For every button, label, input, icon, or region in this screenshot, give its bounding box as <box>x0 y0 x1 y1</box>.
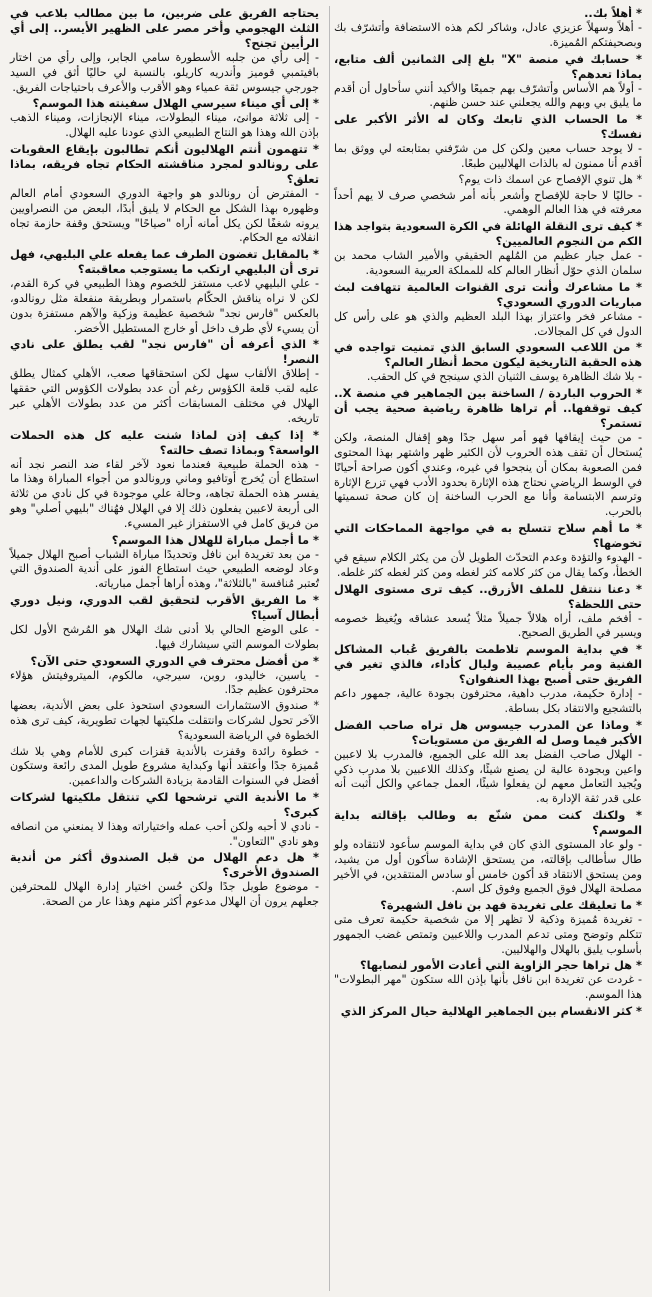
interview-answer: - مشاعر فخر واعتزاز بهذا البلد العظيم والذي هو على رأس كل الدول في كل المجالات. <box>334 309 642 338</box>
interview-question: * ما الفريق الأقرب لتحقيق لقب الدوري، ونيل دوري أبطال آسيا؟ <box>10 592 319 622</box>
interview-answer: - خطوة رائدة وقفزت بالأندية قفزات كبرى للأمام وهي بلا شك مُميزة جدًا وأعتقد أنها وكبداية مشروع طويل المدى رائعة وستكون أفضل في السنوات القادمة بزيادة الشركات والداعمين. <box>10 744 319 788</box>
interview-question: * وماذا عن المدرب جيسوس هل تراه صاحب الفضل الأكبر فيما وصل له الفريق من مستويات؟ <box>334 717 642 747</box>
interview-question: * ما تعليقك على تغريدة فهد بن نافل الشهيرة؟ <box>380 898 642 913</box>
interview-answer: - إلى رأي من جلبه الأسطورة سامي الجابر، وإلى رأي من اختار بافيتمبي قوميز وأندريه كاريلو، بالنسبة لي حاليًا أثق في السيد جورجي جيسوس ثقة عمياء وهو الأقرب والأعرف باحتياجات الفريق. <box>10 51 319 94</box>
interview-question: * ولكنك كنت ممن شنّع به وطالب بإقالته بداية الموسم؟ <box>334 807 642 837</box>
interview-answer: - ولو عاد المستوى الذي كان في بداية الموسم سأعود لانتقاده ولو طال سأطالب بإقالته، من يستحق الإشادة سأكون أول من يشيد، ومن يستحق الانتقاد قد أكون خامس أو سادس المنتقدين، في الأخير مصلحة الهلال فوق الجميع وفوق كل اسم. <box>334 837 642 896</box>
left-column <box>6 6 323 1291</box>
interview-question: يحتاجه الفريق على ضربين، ما بين مطالب بلاعب في الثلث الهجومي وأخر مصر على الظهير الأيسر.. إلى أي الرأيين تجنح؟ <box>10 6 319 50</box>
interview-question: * ما أجمل مباراة للهلال هذا الموسم؟ <box>111 532 319 547</box>
interview-question: * هل دعم الهلال من قبل الصندوق أكثر من أندية الصندوق الأخرى؟ <box>10 850 319 880</box>
interview-answer: - على الوضع الحالي بلا أدنى شك الهلال هو المُرشح الأول لكل بطولات الموسم التي سيشارك فيها. <box>10 622 319 651</box>
interview-answer: * هل تنوي الإفصاح عن اسمك ذات يوم؟ <box>458 172 642 186</box>
interview-question: * الحروب الباردة / الساخنة بين الجماهير في منصة X.. كيف توقفها.. أم تراها ظاهرة رياضية صحية يجب أن تستمر؟ <box>334 386 642 431</box>
interview-question: * أهلاً بك.. <box>584 6 642 20</box>
interview-question: * ما أهم سلاح تتسلح به في مواجهة المماحكات التي تخوضها؟ <box>334 520 642 550</box>
interview-answer: - عمل جبار عظيم من المُلهم الحقيقي والأمير الشاب محمد بن سلمان الذي حوّل أنظار العالم كله للمملكة العربية السعودية. <box>334 249 642 277</box>
interview-question: * إذا كيف إذن لماذا شنت عليه كل هذه الحملات الواسعة؟ وبماذا تصف حالته؟ <box>10 427 319 457</box>
interview-question: * الذي أعرفه أن "فارس نجد" لقب يطلق على نادي النصر! <box>10 337 319 367</box>
interview-answer: - ياسين، خاليدو، روبن، سيرجي، مالكوم، الميتروفيتش هؤلاء محترفون عظيم جدًا. <box>10 668 319 697</box>
interview-answer: - من بعد تغريدة ابن نافل وتحديدًا مباراة الشباب أصبح الهلال جميلاً وعاد لوضعه الطبيعي حيث استطاع الفوز على أندية الصندوق التي تُعتبر مُنافسة "بالثلاثة"، وهذه أراها أجمل مبارياته. <box>10 547 319 591</box>
interview-answer: - هذه الحملة طبيعية فعندما نعود لآخر لقاء ضد النصر نجد أنه استطاع أن يُخرج أوتافيو وماني ورونالدو من أجواء المباراة وهذا ما يفسر هذه الحملة تجاهه، وحالة علي موجودة في كل نادي من ثلاثة الى أربعة لاعبين يفعلون ذلك إلا في الهلال فهُناك "بليهي أصلي" وهو من فريق كامل في الاستفزاز غير المسيء. <box>10 457 319 530</box>
interview-question: * في بداية الموسم تلاطمت بالفريق عُباب المشاكل الفنية ومر بأيام عصيبة وليال كأداء، فالذي تغير في الفريق حتى أصبح بهذا العنفوان؟ <box>334 642 642 687</box>
interview-answer: - أولاً هم الأساس وأتشرّف بهم جميعًا والأكيد أنني سأحاول أن أقدم ما يليق بي وبهم والله يجعلني عند حسن ظنهم. <box>334 81 642 110</box>
interview-question: * كثر الانقسام بين الجماهير الهلالية حيال المركز الذي <box>340 1004 642 1019</box>
interview-answer: - غردت عن تغريدة ابن نافل بأنها بإذن الله ستكون "مهر البطولات" هذا الموسم. <box>334 973 642 1002</box>
interview-question: * من اللاعب السعودي السابق الذي تمنيت تواجده في هذه الحقبة التاريخية ليكون محط أنظار العالم؟ <box>334 340 642 370</box>
interview-answer: - الهدوء والتؤدة وعدم التحدّث الطويل لأن من يكثر الكلام سيقع في الخطأ، وكما يقال من كثر كلامه كثر لغطه ومن كثر لغطه كثر غلطه. <box>334 550 642 579</box>
interview-answer: - المفترض أن رونالدو هو واجهة الدوري السعودي أمام العالم وظهوره بهذا الشكل مع الحكام لا يليق أبدًا، البعض من النصراويين يرونه شغفًا لكن يكل أمانه أراه "صياحًا" ويستحق وقفة حازمة تجاه انفلاته مع الحكام. <box>10 186 319 245</box>
interview-answer: - حاليًا لا حاجة للإفصاح وأشعر بأنه أمر شخصي صرف لا يهم أحداً معرفته في هذا العالم الوهمي. <box>334 188 642 217</box>
interview-answer: - إلى ثلاثة موانئ، ميناء البطولات، ميناء الإنجازات، وميناء الذهب بإذن الله وهذا هو النتاج الطبيعي الذي عودنا عليه الهلال. <box>10 111 319 140</box>
interview-question: * هل تراها حجر الزاوية التي أعادت الأمور لنصابها؟ <box>360 958 642 973</box>
interview-answer: - تغريدة مُميزة وذكية لا تظهر إلا من شخصية حكيمة تعرف متى تتكلم وتوضح ومتى تدعم المدرب واللاعبين وتمتص غضب الجمهور بأسلوب يليق بالهلال والهلاليين. <box>334 913 642 956</box>
interview-answer: - أفخم ملف، أراه هلالاً جميلاً مثلاً يُسعد عشاقه ويُغيظ خصومه ويسير في الطريق الصحيح. <box>334 611 642 640</box>
interview-question: * إلى أي ميناء سيرسي الهلال سفينته هذا الموسم؟ <box>32 96 319 111</box>
interview-question: * ما الحساب الذي تابعك وكان له الأثر الأكبر على نفسك؟ <box>334 112 642 142</box>
interview-question: * ما الأندية التي ترشحها لكي تنتقل ملكيتها لشركات كبرى؟ <box>10 789 319 819</box>
interview-answer: - الهلال صاحب الفضل بعد الله على الجميع، فالمدرب بلا لاعبين واعين وبجودة عالية لن يصنع شيئًا، وكذلك اللاعبين بلا مدرب ذكي ويُجيد التعامل معهم لن يفعلوا شيئًا، العمل جماعي والكل أثبت أنه على قدر ثقة الإدارة به. <box>334 747 642 806</box>
interview-question: * ما مشاعرك وأنت ترى القنوات العالمية تتهافت لبث مباريات الدوري السعودي؟ <box>334 279 642 309</box>
interview-answer: * صندوق الاستثمارات السعودي استحوذ على بعض الأندية، بعضها الآخر تحول لشركات وانتقلت ملكيتها لجهات تطويرية، كيف ترى هذه الخطوة في الرياضة السعودية؟ <box>10 699 319 742</box>
interview-question: * تتهمون أنتم الهلاليون أنكم تطالبون بإيقاع العقوبات على رونالدو لمجرد مناقشته الحكام تجاه فريقه، بماذا تعلق؟ <box>10 141 319 186</box>
interview-answer: - بلا شك الظاهرة يوسف الثنيان الذي سينجح في كل الحقب. <box>366 370 642 384</box>
right-column <box>329 6 646 1291</box>
interview-question: * من أفضل محترف في الدوري السعودي حتى الآن؟ <box>30 653 319 668</box>
interview-answer: - موضوع طويل جدًا ولكن حُسن اختيار إدارة الهلال للمحترفين جعلهم يرون أن الهلال مدعوم أكثر منهم وهذا عار من الصحة. <box>10 880 319 909</box>
interview-answer: - إطلاق الألقاب سهل لكن استحقاقها صعب، الأهلي كمثال يطلق عليه لقب قلعة الكؤوس رغم أن عدد بطولات الكؤوس التي حققها الهلال في مختلف المسابقات أكثر من عدد بطولات الأهلي عبر تاريخه. <box>10 367 319 425</box>
interview-answer: - أهلاً وسهلاً عزيزي عادل، وشاكر لكم هذه الاستضافة وأتشرّف بك وبصحيفتكم المُميزة. <box>334 21 642 49</box>
interview-answer: - من حيث إيقافها فهو أمر سهل جدًا وهو إقفال المنصة، ولكن يُستحال أن تقف هذه الحروب لأن الكثير ظهر واشتهر بهذا المحتوى فمن الصعوبة بمكان أن ينجحوا في غيره، وعندي أكون صراحة أحيانًا في الوسط الرياضي نحتاج هذه الإثارة بحدود الأدب فهي تزرع الإثارة وترسم الابتسامة وأنا مع الحرب الساخنة إن كان صحة تسميتها بالحرب. <box>334 431 642 519</box>
interview-question: * دعنا ننتقل للملف الأزرق.. كيف ترى مستوى الهلال حتى اللحظة؟ <box>334 581 642 611</box>
interview-question: * بالمقابل تغضون الطرف عما يفعله علي البليهي، فهل ترى أن البليهي ارتكب ما يستوجب معاقبته؟ <box>10 247 319 277</box>
interview-answer: - نادي لا أحبه ولكن أحب عمله واختياراته وهذا لا يمنعني من انصافه وهو نادي "التعاون". <box>10 819 319 848</box>
interview-answer: - علي البليهي لاعب مستفز للخصوم وهذا الطبيعي في كرة القدم، لكن لا نراه يناقش الحكّام باستمرار وبطريقة منفعلة مثل رونالدو، بالعكس "فارس نجد" شخصية عظيمة وزكية والآهم مستفزة بدون أن يسيء لأي طرف داخل أو خارج المستطيل الأخضر. <box>10 277 319 335</box>
interview-question: * حسابك في منصة "X" بلغ إلى الثمانين ألف متابع، بماذا تعدهم؟ <box>334 51 643 81</box>
interview-answer: - إدارة حكيمة، مدرب داهية، محترفون بجودة عالية، جمهور داعم بالتشجيع والانتقاد بكل بساطة. <box>334 687 642 715</box>
interview-question: * كيف ترى النقلة الهائلة في الكرة السعودية بتواجد هذا الكم من النجوم العالميين؟ <box>334 219 642 249</box>
interview-answer: - لا يوجد حساب معين ولكن كل من شرّفني بمتابعته لي ووثق بما أقدم أنا ممنون له بالذات الهلاليين طبعًا. <box>334 142 642 170</box>
